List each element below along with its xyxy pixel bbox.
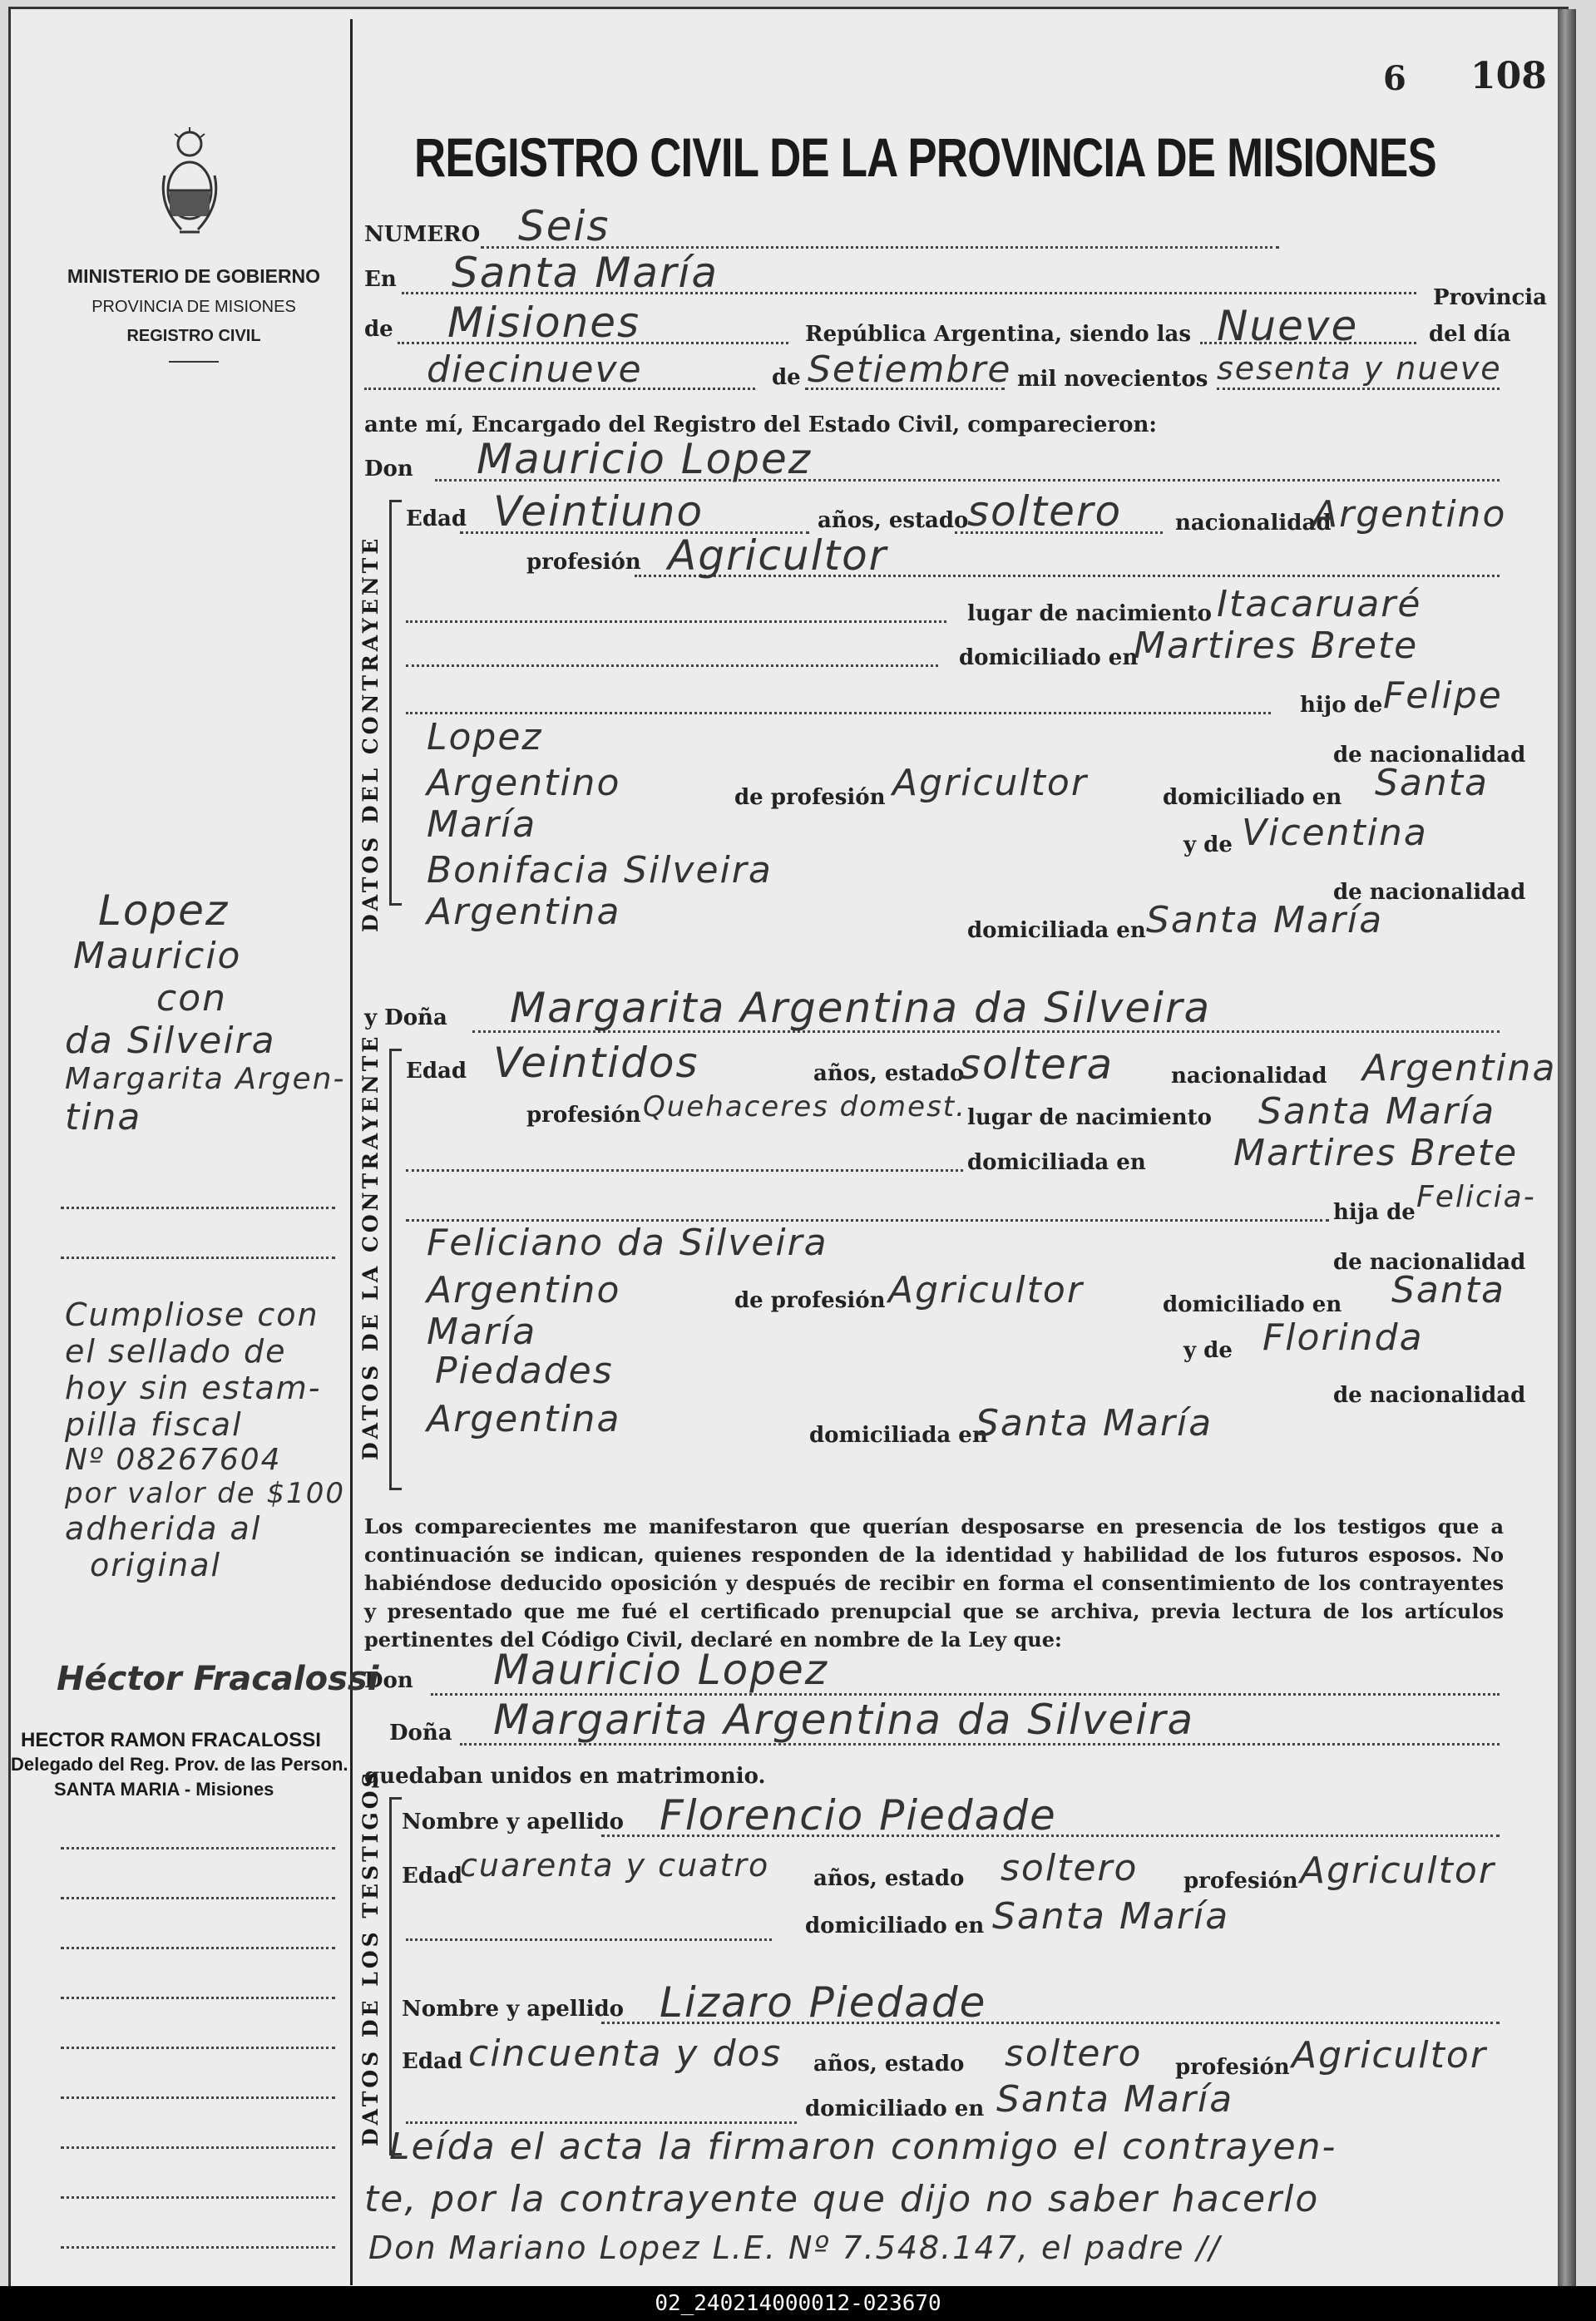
hand-c2-padre-dom-a: Santa <box>1391 1269 1505 1311</box>
label-de-nacionalidad-1b: de nacionalidad <box>1333 880 1526 905</box>
label-domiciliado-t2: domiciliado en <box>805 2096 985 2121</box>
label-de-profesion-1: de profesión <box>734 785 886 810</box>
label-edad-1: Edad <box>406 506 467 531</box>
label-de-nacionalidad-2b: de nacionalidad <box>1333 1383 1526 1408</box>
label-profesion-2: profesión <box>526 1103 641 1128</box>
hand-c1-edad: Veintiuno <box>493 487 704 536</box>
margin-line-2: Mauricio <box>73 935 242 977</box>
hand-c1-padre-b: Lopez <box>427 716 543 758</box>
label-decl-don: Don <box>364 1668 413 1693</box>
hand-note-1: Leída el acta la firmaron conmigo el contrayen- <box>389 2126 1337 2168</box>
hand-don: Mauricio Lopez <box>477 435 812 483</box>
label-de-nacionalidad-1: de nacionalidad <box>1333 743 1526 768</box>
label-de: de <box>364 317 393 342</box>
label-en: En <box>364 267 397 292</box>
label-profesion-t1: profesión <box>1183 1869 1298 1894</box>
hand-c2-prof: Quehaceres domest. <box>643 1090 966 1123</box>
label-lugar-nac-2: lugar de nacimiento <box>967 1105 1212 1130</box>
hand-c1-padre-dom-b: María <box>427 803 537 846</box>
hand-c2-lugar: Santa María <box>1258 1090 1496 1133</box>
margin-line-5: Margarita Argen- <box>65 1062 346 1096</box>
hand-c2-edad: Veintidos <box>493 1039 699 1087</box>
hand-c1-madre-a: Vicentina <box>1242 812 1428 854</box>
hand-en: Santa María <box>452 249 719 297</box>
label-provincia: Provincia <box>1433 285 1548 310</box>
hand-c1-padre-prof: Agricultor <box>892 762 1088 804</box>
margin-summary <box>65 886 348 1138</box>
label-mil: mil novecientos <box>1017 367 1208 392</box>
hand-t2-prof: Agricultor <box>1292 2034 1487 2077</box>
label-domiciliada-2: domiciliada en <box>967 1150 1146 1175</box>
hand-c1-padre-dom-a: Santa <box>1375 762 1489 804</box>
label-numero: NUMERO <box>364 222 481 247</box>
label-domiciliada-1: domiciliada en <box>967 918 1146 943</box>
label-nombre-1: Nombre y apellido <box>402 1810 624 1835</box>
hand-t2-edad: cincuenta y dos <box>468 2032 783 2075</box>
label-del-dia: del día <box>1429 322 1511 347</box>
margin2-line-5: Nº 08267604 <box>65 1443 282 1477</box>
hand-t2-estado: soltero <box>1005 2032 1143 2075</box>
label-profesion-1: profesión <box>526 550 641 575</box>
hand-c2-nac: Argentina <box>1362 1047 1557 1089</box>
section-label-testigos: DATOS DE LOS TESTIGOS <box>358 1769 383 2146</box>
margin-line-6: tina <box>65 1096 142 1138</box>
section-label-contrayente-2: DATOS DE LA CONTRAYENTE <box>358 1033 383 1460</box>
hand-c1-estado: soltero <box>967 487 1123 536</box>
hand-t1-estado: soltero <box>1001 1847 1139 1889</box>
hand-c2-madre-b: Piedades <box>435 1350 614 1392</box>
hand-c1-padre-nac: Argentino <box>427 762 621 804</box>
signature: Héctor Fracalossi <box>57 1660 379 1698</box>
label-hija-de: hija de <box>1333 1200 1416 1225</box>
label-ante-mi: ante mí, Encargado del Registro del Estado Civil, comparecieron: <box>364 412 1157 437</box>
hand-de: Misiones <box>447 299 641 347</box>
label-nombre-2: Nombre y apellido <box>402 1997 624 2022</box>
hand-c2-madre-dom: Santa María <box>976 1402 1213 1444</box>
label-domiciliado-1: domiciliado en <box>959 645 1139 670</box>
margin-line-1: Lopez <box>98 886 230 935</box>
hand-dona: Margarita Argentina da Silveira <box>510 984 1212 1032</box>
label-nacionalidad-2: nacionalidad <box>1171 1064 1327 1089</box>
hand-c2-estado: soltera <box>959 1040 1114 1089</box>
hand-c1-padre-a: Felipe <box>1383 674 1503 717</box>
margin-rule <box>350 19 353 2285</box>
hand-mes: Setiembre <box>808 348 1012 391</box>
label-y-de-2: y de <box>1183 1338 1233 1363</box>
hand-c2-dom: Martires Brete <box>1233 1132 1519 1174</box>
section-label-contrayente-1: DATOS DEL CONTRAYENTE <box>358 535 383 932</box>
image-caption: 02_240214000012-023670 <box>0 2286 1596 2321</box>
margin2-line-3: hoy sin estam- <box>65 1370 322 1406</box>
ministry-line1: MINISTERIO DE GOBIERNO <box>67 265 321 287</box>
label-lugar-nac-1: lugar de nacimiento <box>967 601 1212 626</box>
hand-dia: diecinueve <box>427 348 643 391</box>
hand-c2-padre-prof: Agricultor <box>888 1269 1084 1311</box>
label-edad-t1: Edad <box>402 1864 463 1889</box>
hand-t1-dom: Santa María <box>992 1895 1230 1938</box>
hand-c1-nac: Argentino <box>1312 493 1507 536</box>
hand-c2-padre-a: Feliciano da Silveira <box>427 1222 828 1264</box>
hand-c1-lugar: Itacaruaré <box>1217 583 1422 625</box>
hand-t1-edad: cuarenta y cuatro <box>460 1847 770 1884</box>
margin2-line-4: pilla fiscal <box>65 1406 243 1443</box>
label-nacionalidad-1: nacionalidad <box>1175 511 1332 536</box>
margin2-line-8: original <box>90 1547 222 1583</box>
ministry-line2: PROVINCIA DE MISIONES <box>91 298 296 316</box>
label-profesion-t2: profesión <box>1175 2055 1290 2080</box>
hand-c2-padre-a-start: Felicia- <box>1416 1180 1536 1214</box>
ministry-line3: REGISTRO CIVIL <box>126 327 261 345</box>
hand-c2-padre-dom-b: María <box>427 1311 537 1353</box>
stamp-line-2: Delegado del Reg. Prov. de las Person. <box>11 1754 348 1775</box>
label-y-de-1: y de <box>1183 832 1233 857</box>
hand-t1-prof: Agricultor <box>1300 1849 1495 1892</box>
label-anos-estado-2: años, estado <box>813 1061 965 1086</box>
stamp-line-1: HECTOR RAMON FRACALOSSI <box>21 1729 321 1751</box>
label-edad-t2: Edad <box>402 2049 463 2074</box>
label-don: Don <box>364 457 413 481</box>
margin2-line-6: por valor de $100 <box>65 1477 345 1510</box>
hand-c1-prof: Agricultor <box>668 531 888 580</box>
label-edad-2: Edad <box>406 1059 467 1084</box>
hand-c2-madre-nac: Argentina <box>427 1398 621 1440</box>
label-republica: República Argentina, siendo las <box>805 322 1192 347</box>
label-domiciliado-t1: domiciliado en <box>805 1914 985 1938</box>
hand-t1-nombre: Florencio Piedade <box>660 1791 1057 1840</box>
page-number-a: 6 <box>1383 59 1406 98</box>
margin-stamp-note <box>65 1296 348 1583</box>
hand-decl-dona: Margarita Argentina da Silveira <box>493 1696 1195 1744</box>
hand-numero: Seis <box>518 202 610 250</box>
hand-c1-madre-b: Bonifacia Silveira <box>427 849 773 891</box>
hand-decl-don: Mauricio Lopez <box>493 1646 828 1694</box>
label-anos-estado-t2: años, estado <box>813 2052 965 2077</box>
label-decl-dona: Doña <box>389 1721 452 1746</box>
margin2-line-2: el sellado de <box>65 1333 287 1370</box>
margin2-line-7: adherida al <box>65 1510 262 1547</box>
label-quedaban: quedaban unidos en matrimonio. <box>364 1764 766 1789</box>
hand-c1-madre-dom: Santa María <box>1146 899 1384 941</box>
hand-c2-padre-nac: Argentino <box>427 1269 621 1311</box>
label-de-profesion-2: de profesión <box>734 1288 886 1313</box>
hand-ano: sesenta y nueve <box>1217 350 1502 387</box>
hand-t2-nombre: Lizaro Piedade <box>660 1978 987 2027</box>
hand-c1-dom: Martires Brete <box>1134 625 1419 667</box>
label-domiciliada-2b: domiciliada en <box>809 1423 988 1448</box>
label-domiciliado-1b: domiciliado en <box>1163 785 1342 810</box>
ministry-header <box>44 265 343 363</box>
label-domiciliado-2: domiciliado en <box>1163 1292 1342 1317</box>
label-hijo-de: hijo de <box>1300 693 1383 718</box>
document-page <box>8 7 1569 2290</box>
book-spine <box>1558 9 1576 2288</box>
stamp-line-3: SANTA MARIA - Misiones <box>54 1779 274 1800</box>
margin2-line-1: Cumpliose con <box>65 1296 319 1333</box>
hand-c2-madre-a: Florinda <box>1262 1316 1424 1359</box>
hand-note-3: Don Mariano Lopez L.E. Nº 7.548.147, el padre // <box>368 2230 1222 2266</box>
margin-line-4: da Silveira <box>65 1020 276 1062</box>
hand-note-2: te, por la contrayente que dijo no saber hacerlo <box>364 2178 1320 2220</box>
coat-of-arms-icon <box>156 126 223 245</box>
hand-c1-madre-nac: Argentina <box>427 891 621 933</box>
label-anos-estado-t1: años, estado <box>813 1866 965 1891</box>
margin-line-3: con <box>156 977 227 1020</box>
hand-hora: Nueve <box>1217 302 1359 350</box>
declaration-paragraph: Los comparecientes me manifestaron que querían desposarse en presencia de los testigos que a continuación se indican, quienes responden de la identidad y habilidad de los futuros esposos. No habiéndose deducido oposición y después de recibir en forma el consentimiento de los contrayentes y presentado que me fué el certificado prenupcial que se archiva, previa lectura de los artículos pertinentes del Código Civil, declaré en nombre de la Ley que: <box>364 1514 1504 1652</box>
label-de-month: de <box>772 365 801 390</box>
label-anos-estado-1: años, estado <box>818 508 969 533</box>
label-y-dona: y Doña <box>364 1005 447 1030</box>
page-title: REGISTRO CIVIL DE LA PROVINCIA DE MISIONES <box>414 126 1436 188</box>
label-de-nacionalidad-2: de nacionalidad <box>1333 1250 1526 1275</box>
hand-t2-dom: Santa María <box>996 2078 1234 2121</box>
page-number-b: 108 <box>1470 55 1547 97</box>
